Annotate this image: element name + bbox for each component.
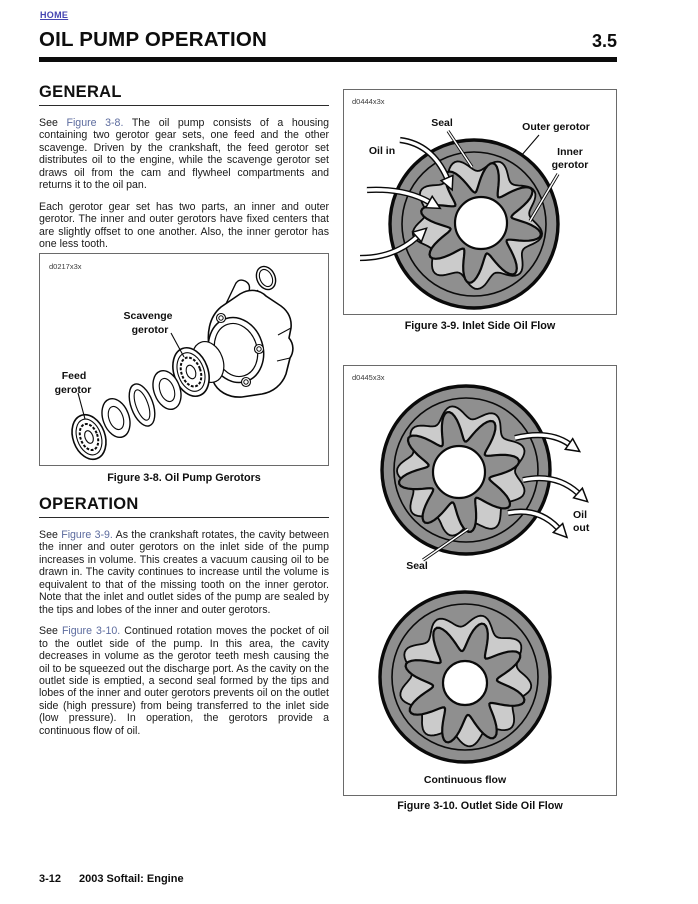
left-column bbox=[39, 84, 329, 854]
gerotor-drawing bbox=[360, 131, 558, 308]
text-run: See bbox=[39, 625, 62, 638]
figure-3-10-caption: Figure 3-10. Outlet Side Oil Flow bbox=[397, 800, 563, 812]
text-run: See bbox=[39, 529, 62, 541]
figure-3-10-box bbox=[343, 365, 617, 796]
general-paragraph-2: Each gerotor gear set has two parts, an inner and outer gerotor. The inner and outer gerotors have fixed centers that are slightly offset to one another. Also, the inner gerotor has one less tooth. bbox=[39, 200, 329, 251]
inner-gerotor-label: gerotor bbox=[551, 159, 589, 171]
feed-gerotor-label: Feed bbox=[61, 370, 87, 382]
figure-3-8-link[interactable]: Figure 3-8. bbox=[66, 117, 124, 129]
figure-3-9-link[interactable]: Figure 3-9. bbox=[61, 529, 113, 541]
outer-gerotor-leader-line bbox=[521, 135, 539, 156]
feed-gerotor-label: gerotor bbox=[54, 384, 92, 396]
operation-paragraph-1 bbox=[39, 529, 329, 616]
text-run: As the crankshaft rotates, the cavity between the inner and outer gerotors on the inlet side of the pump increases in volume. This creates a vacuum causing oil to be drawn in. The cavity continues to increase until the volume is equivalent to that of the missing tooth on the inner gerotor. Note that the inlet and outlet sides of the pump are sealed by the tips and lobes of the inner and outer gerotors. bbox=[39, 529, 329, 616]
general-paragraph-1 bbox=[39, 117, 329, 192]
bolt-hole-inner bbox=[219, 316, 223, 320]
general-section bbox=[39, 84, 329, 251]
operation-heading: OPERATION bbox=[39, 495, 139, 513]
home-link[interactable]: HOME bbox=[40, 10, 69, 20]
text-run: Continued rotation moves the pocket of oil to the outlet side of the pump. In this area, the cavity decreases in volume as the gerotor teeth mesh causing the oil to be squeezed out the discharge port. As the cavity on the outlet side is emptied, a second seal formed by the tips and lobes of the inner and outer gerotors prevents oil on the outlet side (high pressure) from being transferred to the inlet side (low pressure). In operation, the gerotors provide a continuous flow of oil. bbox=[39, 625, 329, 737]
outlet-side-oil-flow-diagram bbox=[344, 366, 616, 795]
general-heading-rule bbox=[39, 105, 329, 106]
operation-heading-rule bbox=[39, 517, 329, 518]
figure-3-9-caption: Figure 3-9. Inlet Side Oil Flow bbox=[404, 320, 556, 332]
figure-3-9-box bbox=[343, 89, 617, 315]
section-number: 3.5 bbox=[591, 31, 617, 51]
continuous-flow-label: Continuous flow bbox=[423, 774, 507, 786]
inner-gerotor-label: Inner bbox=[557, 146, 583, 158]
figure-3-8-box bbox=[39, 253, 329, 466]
page-footer bbox=[39, 873, 184, 885]
oil-out-label: out bbox=[573, 522, 590, 534]
right-column bbox=[343, 89, 617, 859]
oil-out-label: Oil bbox=[573, 509, 588, 521]
figure-3-10-part-code: d0445x3x bbox=[352, 373, 385, 382]
figure-3-8-caption: Figure 3-8. Oil Pump Gerotors bbox=[107, 472, 261, 484]
text-run: The oil pump consists of a housing containing two gerotor gear sets, one feed and the other scavenge. Driven by the crankshaft, the feed gerotor set distributes oil to the engine, while the scavenge gerotor set draws oil from the cam and flywheel compartments and returns it to the oil pan. bbox=[39, 117, 329, 192]
scavenge-gerotor-label: Scavenge bbox=[123, 310, 173, 322]
figure-3-9-part-code: d0444x3x bbox=[352, 97, 385, 106]
operation-paragraph-2 bbox=[39, 625, 329, 737]
operation-section bbox=[39, 496, 329, 737]
bolt-hole-inner bbox=[244, 380, 248, 384]
page-title: OIL PUMP OPERATION bbox=[39, 28, 267, 51]
scavenge-gerotor-label: gerotor bbox=[131, 324, 169, 336]
seal-label: Seal bbox=[406, 560, 428, 572]
text-run: See bbox=[39, 117, 67, 129]
oil-pump-exploded-diagram bbox=[40, 254, 328, 465]
footer-page-number: 3-12 bbox=[39, 873, 62, 885]
figure-3-10-link[interactable]: Figure 3-10. bbox=[61, 625, 121, 638]
general-heading: GENERAL bbox=[39, 83, 122, 101]
seal-label: Seal bbox=[431, 117, 453, 129]
footer-title: 2003 Softail: Engine bbox=[79, 873, 184, 885]
outer-gerotor-label: Outer gerotor bbox=[522, 121, 590, 133]
oil-in-label: Oil in bbox=[368, 145, 396, 157]
figure-3-8-part-code: d0217x3x bbox=[49, 262, 82, 271]
gerotor-drawing bbox=[380, 386, 588, 762]
inlet-side-oil-flow-diagram bbox=[344, 90, 616, 314]
bolt-hole-inner bbox=[257, 347, 261, 351]
figure-3-8 bbox=[39, 253, 329, 484]
title-rule bbox=[39, 57, 617, 62]
